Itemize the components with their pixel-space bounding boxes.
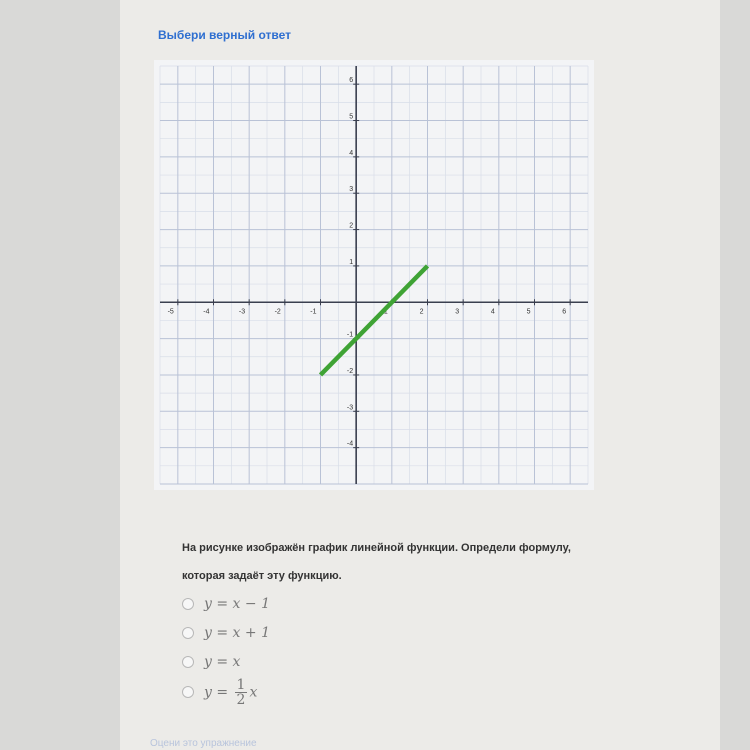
y-tick-label: 2 [349,222,354,230]
x-tick-label: -3 [238,308,246,316]
answer-option-label: y = x [204,654,241,670]
y-tick-label: -2 [346,367,354,375]
x-tick-label: 4 [490,308,495,316]
y-tick-label: 5 [349,113,354,121]
exercise-title: Выбери верный ответ [158,28,291,42]
fraction-denominator: 2 [236,691,246,708]
x-tick-label: -5 [167,308,174,316]
answer-option-2[interactable] [182,623,382,643]
radio-icon[interactable] [182,656,194,668]
radio-icon[interactable] [182,627,194,639]
x-tick-label: -1 [310,308,317,316]
y-tick-label: 1 [349,258,354,266]
x-tick-label: -2 [274,308,281,316]
x-tick-label: 1 [383,308,388,316]
answer-option-3[interactable] [182,652,382,672]
y-tick-label: -3 [346,404,354,412]
answer-option-1[interactable] [182,594,382,614]
y-tick-label: 4 [349,149,354,157]
question-text-line-2: которая задаёт эту функцию. [182,570,342,582]
answer-option-label: y = x + 1 [204,625,270,641]
answer-option-label [204,678,257,707]
fraction-numerator: 1 [236,676,246,693]
x-tick-label: 5 [526,308,531,316]
function-graph [154,60,594,490]
y-tick-label: -4 [346,440,354,448]
answer-option-label: y = x − 1 [204,596,270,612]
y-tick-label: -1 [346,331,354,339]
x-tick-label: 2 [419,308,424,316]
answer-option-4[interactable] [182,678,382,706]
rate-exercise-link[interactable]: Оцени это упражнение [150,738,257,749]
radio-icon[interactable] [182,686,194,698]
y-tick-label: 3 [349,186,354,194]
fraction [235,678,248,707]
x-tick-label: 6 [562,308,567,316]
x-tick-label: -4 [203,308,210,316]
option-suffix: x [249,684,258,700]
x-tick-label: 3 [455,308,460,316]
y-tick-label: 6 [349,77,354,85]
radio-icon[interactable] [182,598,194,610]
question-text-line-1: На рисунке изображён график линейной функции. Определи формулу, [182,542,571,554]
option-prefix: y = [204,684,233,700]
